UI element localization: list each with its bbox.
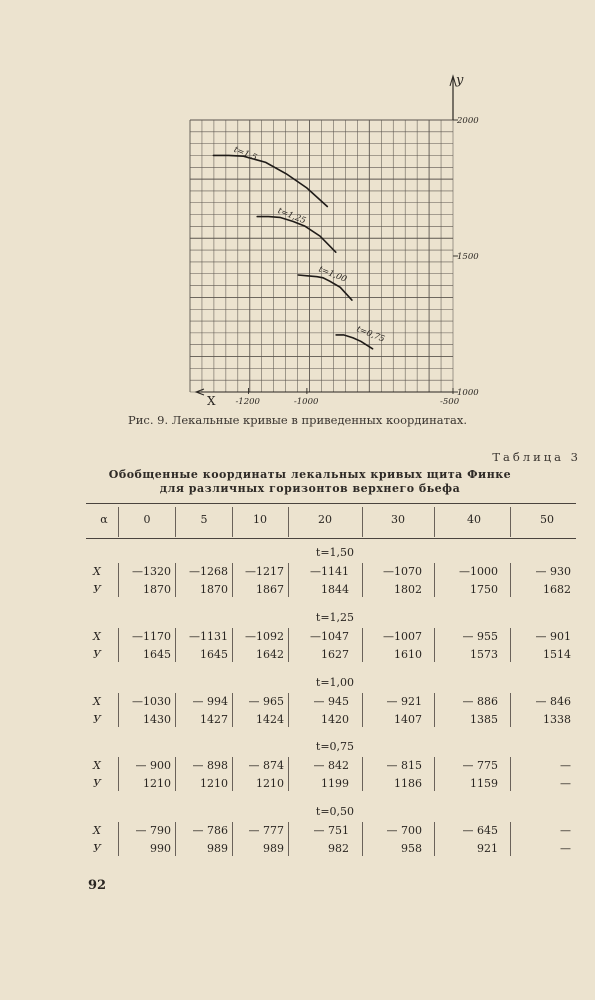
x-value-cell: —1131	[189, 630, 228, 643]
x-value-cell: — 846	[535, 695, 571, 708]
table-rule-top	[86, 503, 576, 504]
data-column-separator	[232, 628, 233, 662]
data-column-separator	[434, 693, 435, 727]
x-value-cell: — 751	[313, 824, 349, 837]
x-value-cell: — 777	[248, 824, 284, 837]
data-column-separator	[232, 693, 233, 727]
data-column-separator	[118, 693, 119, 727]
data-column-separator	[362, 563, 363, 597]
x-value-cell: — 700	[386, 824, 422, 837]
header-cell: 0	[143, 513, 151, 526]
header-cell: α	[100, 513, 108, 526]
y-value-cell: 1514	[543, 648, 571, 661]
curve-label-1: t=1,5	[232, 144, 259, 164]
y-value-cell: 1645	[143, 648, 171, 661]
y-value-cell: 1642	[256, 648, 284, 661]
x-value-cell: — 874	[248, 759, 284, 772]
y-value-cell: 1424	[256, 713, 284, 726]
y-value-cell: 1682	[543, 583, 571, 596]
y-value-cell: 989	[263, 842, 284, 855]
x-value-cell: — 994	[192, 695, 228, 708]
data-column-separator	[175, 822, 176, 856]
data-column-separator	[434, 822, 435, 856]
data-column-separator	[288, 822, 289, 856]
x-value-cell: —1268	[189, 565, 228, 578]
x-value-cell: — 645	[462, 824, 498, 837]
row-label-y: У	[93, 648, 101, 661]
header-column-separator	[434, 507, 435, 537]
x-value-cell: —1217	[245, 565, 284, 578]
header-column-separator	[288, 507, 289, 537]
data-column-separator	[118, 563, 119, 597]
y-value-cell: 1407	[394, 713, 422, 726]
data-column-separator	[362, 628, 363, 662]
y-value-cell: 1645	[200, 648, 228, 661]
y-value-cell: 1159	[470, 777, 498, 790]
x-value-cell: — 815	[386, 759, 422, 772]
y-value-cell: 1750	[470, 583, 498, 596]
y-value-cell: 1844	[321, 583, 349, 596]
data-column-separator	[175, 563, 176, 597]
y-value-cell: 989	[207, 842, 228, 855]
x-value-cell: —	[560, 824, 571, 837]
header-column-separator	[232, 507, 233, 537]
y-value-cell: —	[560, 842, 571, 855]
data-column-separator	[434, 563, 435, 597]
header-column-separator	[362, 507, 363, 537]
data-column-separator	[232, 757, 233, 791]
row-label-x: X	[93, 759, 101, 772]
x-value-cell: — 965	[248, 695, 284, 708]
x-value-cell: — 900	[135, 759, 171, 772]
group-t-value: t=0,50	[315, 805, 355, 818]
y-value-cell: 1573	[470, 648, 498, 661]
y-tick-label: 1000	[457, 388, 479, 398]
x-value-cell: —1320	[132, 565, 171, 578]
x-value-cell: —1030	[132, 695, 171, 708]
group-t-value: t=1,50	[315, 546, 355, 559]
data-column-separator	[288, 757, 289, 791]
y-axis-label: у	[456, 73, 464, 88]
y-value-cell: 1430	[143, 713, 171, 726]
header-cell: 10	[253, 513, 267, 526]
y-value-cell: 1627	[321, 648, 349, 661]
y-value-cell: 990	[150, 842, 171, 855]
data-column-separator	[118, 628, 119, 662]
x-tick-label: -1200	[235, 397, 260, 407]
y-tick-label: 1500	[457, 252, 479, 262]
y-value-cell: 1199	[321, 777, 349, 790]
y-value-cell: 1802	[394, 583, 422, 596]
y-value-cell: 1210	[256, 777, 284, 790]
page-number: 92	[88, 878, 107, 893]
x-tick-label: -500	[440, 397, 460, 407]
row-label-y: У	[93, 777, 101, 790]
y-value-cell: 1870	[200, 583, 228, 596]
y-value-cell: 1385	[470, 713, 498, 726]
x-value-cell: —1000	[459, 565, 498, 578]
data-column-separator	[288, 693, 289, 727]
row-label-x: X	[93, 695, 101, 708]
group-t-value: t=0,75	[315, 740, 355, 753]
y-value-cell: 1186	[394, 777, 422, 790]
x-value-cell: — 790	[135, 824, 171, 837]
data-column-separator	[175, 757, 176, 791]
x-value-cell: —1141	[310, 565, 349, 578]
y-value-cell: 1867	[256, 583, 284, 596]
header-cell: 5	[200, 513, 208, 526]
x-value-cell: —1170	[132, 630, 171, 643]
x-value-cell: —1047	[310, 630, 349, 643]
header-column-separator	[175, 507, 176, 537]
data-column-separator	[362, 757, 363, 791]
data-column-separator	[510, 693, 511, 727]
y-value-cell: —	[560, 777, 571, 790]
table-label: Таблица 3	[492, 450, 581, 464]
group-t-value: t=1,25	[315, 611, 355, 624]
data-column-separator	[175, 693, 176, 727]
data-column-separator	[510, 822, 511, 856]
header-cell: 30	[391, 513, 405, 526]
y-value-cell: 958	[401, 842, 422, 855]
row-label-x: X	[93, 824, 101, 837]
x-value-cell: — 842	[313, 759, 349, 772]
data-column-separator	[434, 628, 435, 662]
curve-label-3: t=1,00	[316, 264, 349, 285]
header-cell: 20	[318, 513, 332, 526]
data-column-separator	[362, 693, 363, 727]
group-t-value: t=1,00	[315, 676, 355, 689]
y-value-cell: 1210	[200, 777, 228, 790]
row-label-y: У	[93, 583, 101, 596]
header-cell: 40	[467, 513, 481, 526]
y-value-cell: 1338	[543, 713, 571, 726]
row-label-y: У	[93, 842, 101, 855]
row-label-x: X	[93, 630, 101, 643]
x-axis-label: X	[207, 394, 216, 408]
row-label-y: У	[93, 713, 101, 726]
x-value-cell: —	[560, 759, 571, 772]
x-value-cell: — 898	[192, 759, 228, 772]
y-tick-label: 2000	[457, 116, 479, 126]
data-column-separator	[118, 822, 119, 856]
data-column-separator	[288, 628, 289, 662]
header-cell: 50	[540, 513, 554, 526]
table-title-line1: Обобщенные координаты лекальных кривых щита Финке	[108, 468, 512, 481]
table-title-line2: для различных горизонтов верхнего бьефа	[159, 482, 461, 495]
data-column-separator	[175, 628, 176, 662]
coordinates-figure	[0, 0, 595, 410]
x-value-cell: — 921	[386, 695, 422, 708]
y-value-cell: 1610	[394, 648, 422, 661]
x-value-cell: — 775	[462, 759, 498, 772]
data-column-separator	[362, 822, 363, 856]
data-column-separator	[118, 757, 119, 791]
x-value-cell: — 886	[462, 695, 498, 708]
x-value-cell: —1070	[383, 565, 422, 578]
data-column-separator	[510, 757, 511, 791]
y-value-cell: 1420	[321, 713, 349, 726]
y-value-cell: 1427	[200, 713, 228, 726]
curve-label-2: t=1,25	[276, 206, 308, 227]
x-value-cell: — 786	[192, 824, 228, 837]
x-tick-label: -1000	[293, 397, 319, 407]
curve-label-4: t=0,75	[354, 324, 387, 345]
data-column-separator	[510, 628, 511, 662]
x-value-cell: —1007	[383, 630, 422, 643]
x-value-cell: — 930	[535, 565, 571, 578]
x-value-cell: —1092	[245, 630, 284, 643]
data-column-separator	[510, 563, 511, 597]
y-value-cell: 921	[477, 842, 498, 855]
x-value-cell: — 901	[535, 630, 571, 643]
data-column-separator	[232, 822, 233, 856]
y-value-cell: 1210	[143, 777, 171, 790]
y-value-cell: 1870	[143, 583, 171, 596]
table-rule-header	[86, 538, 576, 539]
row-label-x: X	[93, 565, 101, 578]
data-column-separator	[232, 563, 233, 597]
curve-1	[213, 155, 327, 206]
y-value-cell: 982	[328, 842, 349, 855]
header-column-separator	[510, 507, 511, 537]
x-value-cell: — 955	[462, 630, 498, 643]
data-column-separator	[288, 563, 289, 597]
data-column-separator	[434, 757, 435, 791]
x-value-cell: — 945	[313, 695, 349, 708]
figure-caption: Рис. 9. Лекальные кривые в приведенных координатах.	[127, 413, 467, 427]
